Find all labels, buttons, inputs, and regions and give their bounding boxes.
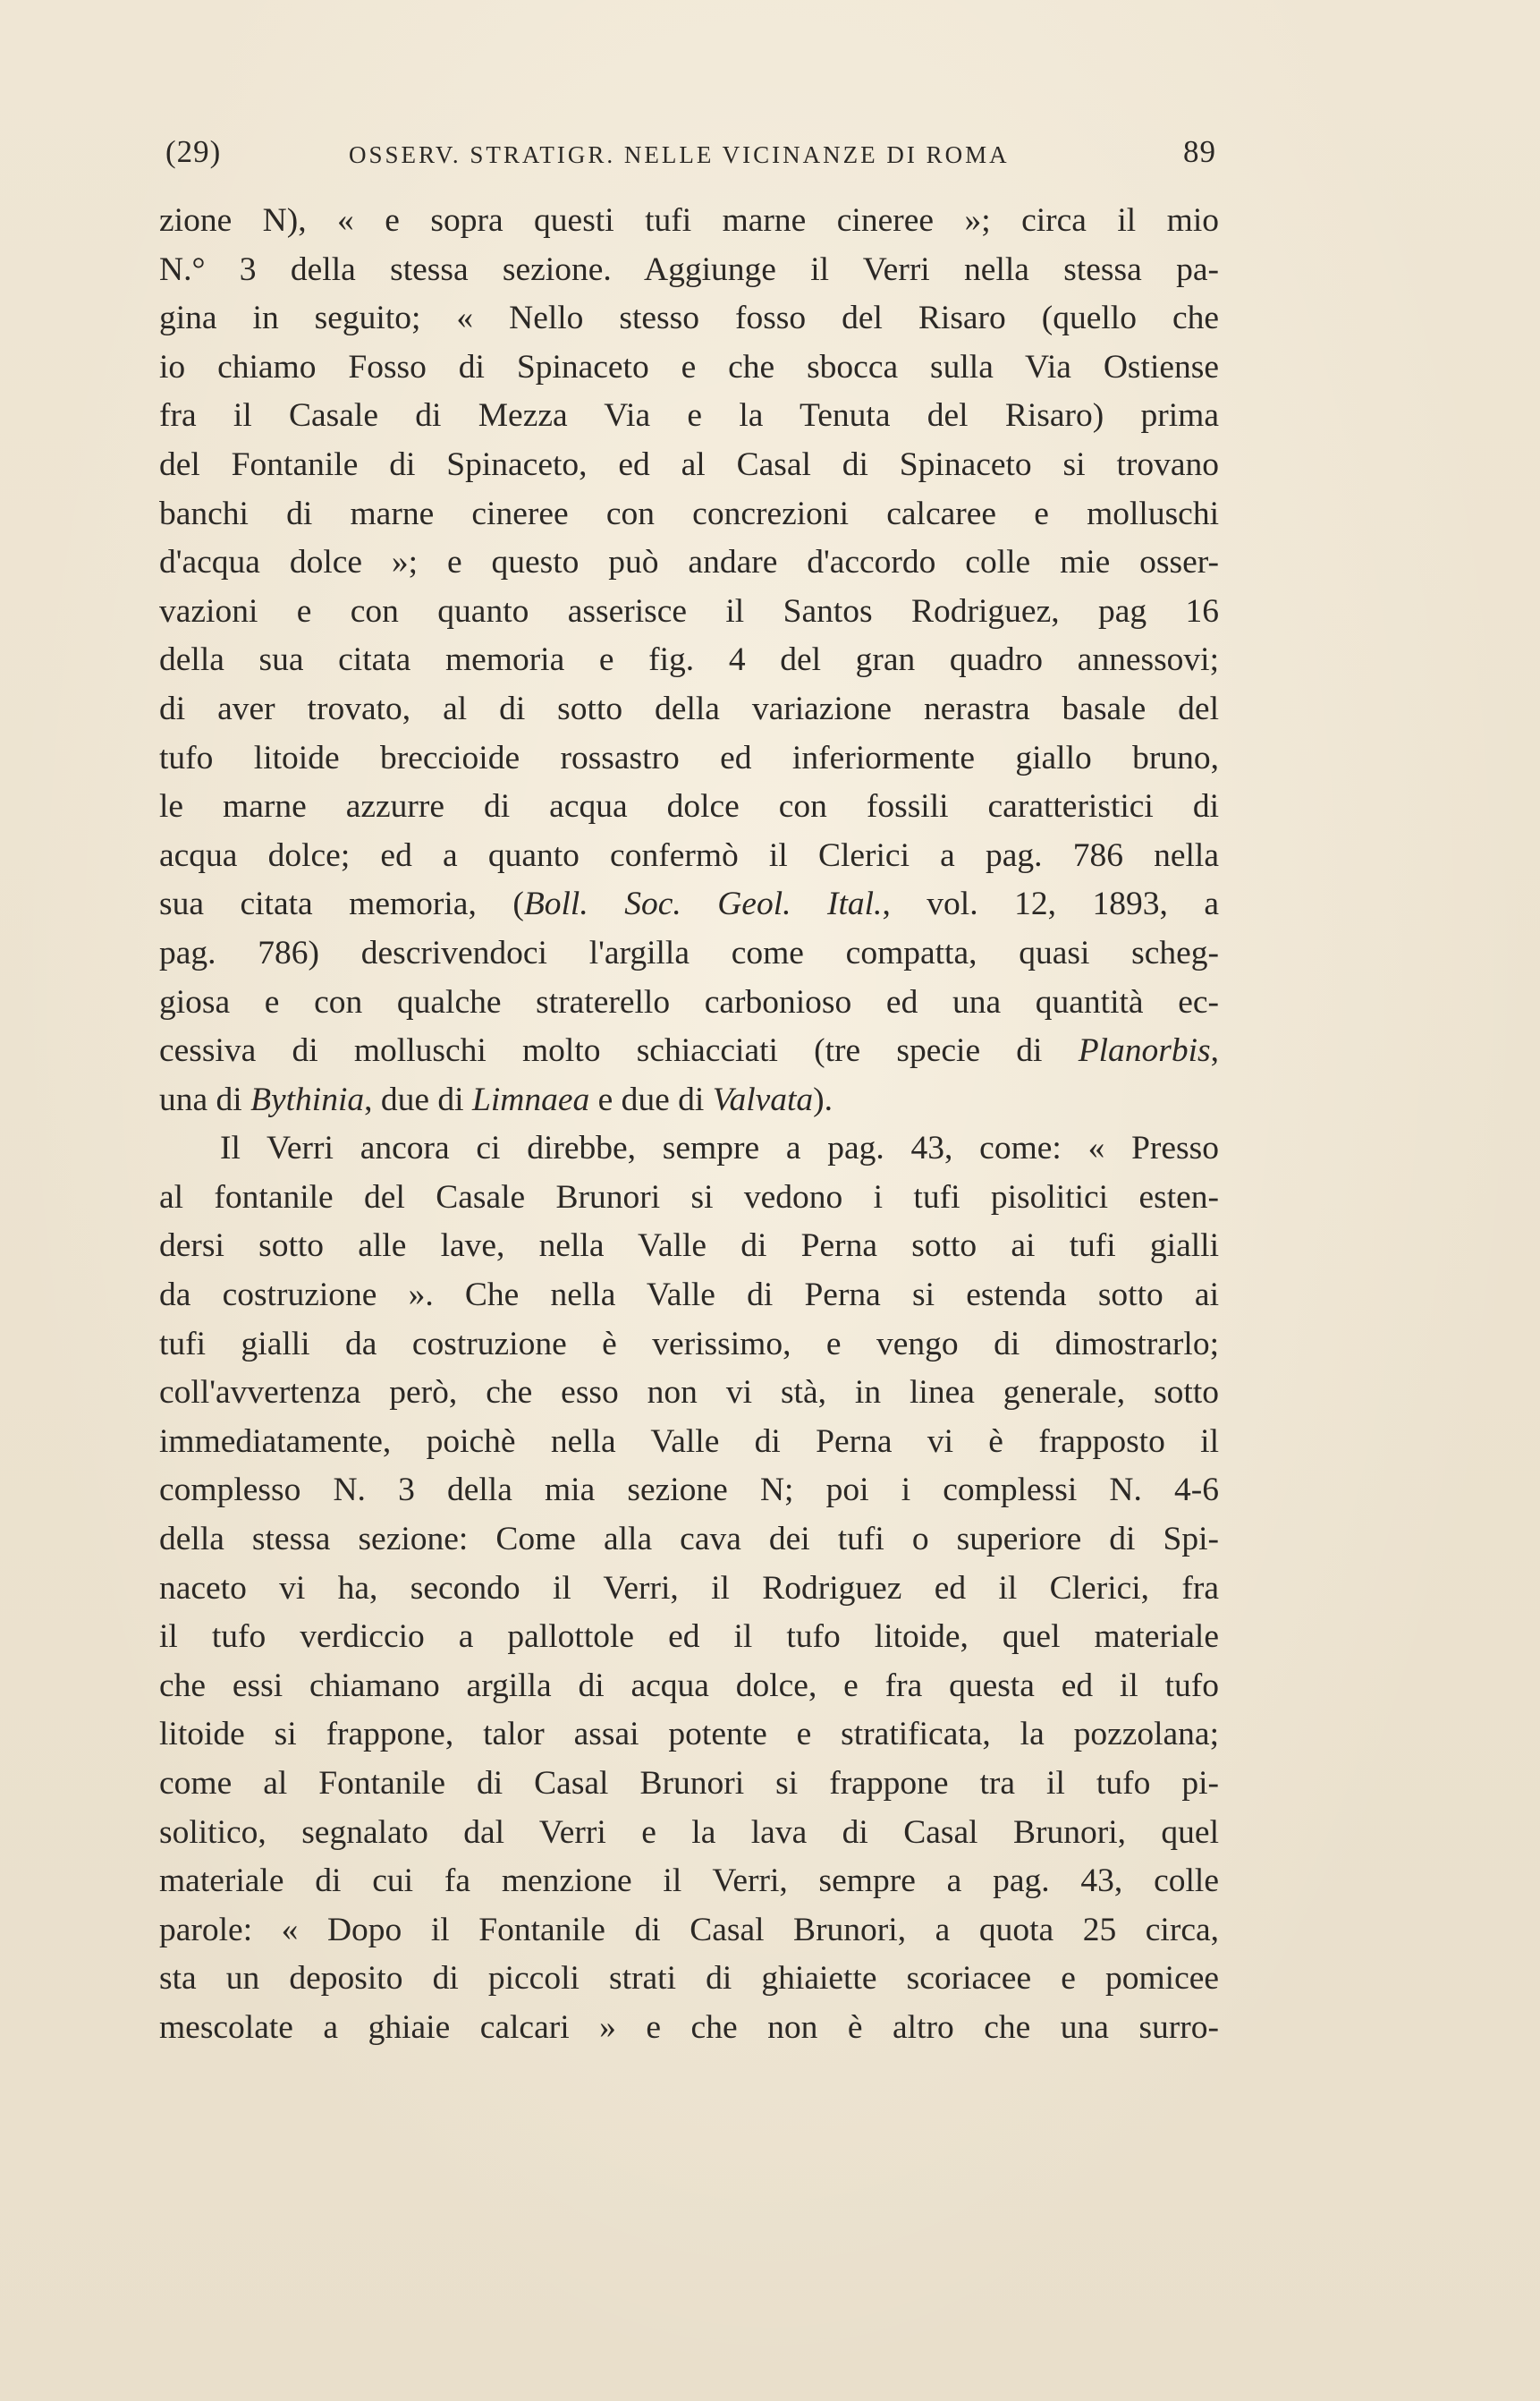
text-line: zione N), « e sopra questi tufi marne cineree »; circa il mio [159,202,1219,239]
text-line [159,880,1219,929]
taxon-name: Planorbis [1078,1032,1211,1070]
text-run: una di [159,1081,251,1118]
text-line: immediatamente, poichè nella Valle di Perna vi è frapposto il [159,1422,1219,1460]
text-line: giosa e con qualche straterello carbonioso ed una quantità ec- [159,983,1219,1021]
text-line: della sua citata memoria e fig. 4 del gran quadro annessovi; [159,641,1219,679]
journal-citation: Boll. Soc. Geol. Ital. [523,886,883,923]
text-line: acqua dolce; ed a quanto confermò il Clerici a pag. 786 nella [159,836,1219,874]
text-line: gina in seguito; « Nello stesso fosso del Risaro (quello che [159,300,1219,337]
text-line: N.° 3 della stessa sezione. Aggiunge il Verri nella stessa pa- [159,250,1219,288]
text-line: tufi gialli da costruzione è verissimo, e vengo di dimostrarlo; [159,1325,1219,1362]
text-line: dersi sotto alle lave, nella Valle di Perna sotto ai tufi gialli [159,1227,1219,1265]
text-line: naceto vi ha, secondo il Verri, il Rodriguez ed il Clerici, fra [159,1569,1219,1607]
text-line: da costruzione ». Che nella Valle di Perna si estenda sotto ai [159,1277,1219,1314]
text-line: io chiamo Fosso di Spinaceto e che sbocca sulla Via Ostiense [159,348,1219,386]
text-line: banchi di marne cineree con concrezioni calcaree e molluschi [159,495,1219,532]
text-line: del Fontanile di Spinaceto, ed al Casal di Spinaceto si trovano [159,445,1219,483]
text-line: pag. 786) descrivendoci l'argilla come compatta, quasi scheg- [159,934,1219,971]
text-line: parole: « Dopo il Fontanile di Casal Brunori, a quota 25 circa, [159,1911,1219,1948]
text-line: vazioni e con quanto asserisce il Santos Rodriguez, pag 16 [159,592,1219,630]
text-line: fra il Casale di Mezza Via e la Tenuta del Risaro) prima [159,397,1219,435]
text-run: cessiva di molluschi molto schiacciati (tre specie di [159,1032,1079,1070]
text-line: le marne azzurre di acqua dolce con fossili caratteristici di [159,788,1219,826]
text-line: al fontanile del Casale Brunori si vedono i tufi pisolitici esten- [159,1178,1219,1216]
text-line: mescolate a ghiaie calcari » e che non è altro che una surro- [159,2008,1219,2046]
running-title: OSSERV. STRATIGR. NELLE VICINANZE DI ROMA [349,141,1010,168]
text-run: ). [813,1081,833,1118]
text-line: della stessa sezione: Come alla cava dei tufi o superiore di Spi- [159,1521,1219,1558]
text-line: coll'avvertenza però, che esso non vi stà, in linea generale, sotto [159,1374,1219,1412]
running-head [165,134,1216,179]
text-line [159,1027,1219,1076]
text-line: di aver trovato, al di sotto della variazione nerastra basale del [159,690,1219,727]
text-line: come al Fontanile di Casal Brunori si frappone tra il tufo pi- [159,1765,1219,1802]
text-line: tufo litoide breccioide rossastro ed inferiormente giallo bruno, [159,739,1219,776]
taxon-name: Bythinia [250,1081,365,1118]
page-number: 89 [1183,134,1216,169]
taxon-name: Limnaea [471,1081,590,1118]
text-line: complesso N. 3 della mia sezione N; poi i complessi N. 4-6 [159,1472,1219,1509]
text-line: solitico, segnalato dal Verri e la lava di Casal Brunori, quel [159,1813,1219,1851]
text-line [159,1076,1219,1125]
text-line: sta un deposito di piccoli strati di ghiaiette scoriacee e pomicee [159,1960,1219,1998]
text-line: materiale di cui fa menzione il Verri, sempre a pag. 43, colle [159,1862,1219,1900]
text-line: litoide si frappone, talor assai potente e stratificata, la pozzolana; [159,1716,1219,1753]
text-line: Il Verri ancora ci direbbe, sempre a pag. 43, come: « Presso [220,1130,1219,1167]
section-page-reference: (29) [165,134,222,169]
text-line: il tufo verdiccio a pallottole ed il tufo litoide, quel materiale [159,1618,1219,1656]
text-run: , vol. 12, 1893, a [882,886,1219,923]
taxon-name: Valvata [712,1081,814,1118]
text-run: , due di [364,1081,472,1118]
text-run: , [1210,1032,1219,1070]
text-line: d'acqua dolce »; e questo può andare d'accordo colle mie osser- [159,544,1219,581]
body-text [159,197,1219,2053]
text-run: e due di [589,1081,713,1118]
text-run: sua citata memoria, ( [159,886,524,923]
text-line: che essi chiamano argilla di acqua dolce, e fra questa ed il tufo [159,1667,1219,1704]
